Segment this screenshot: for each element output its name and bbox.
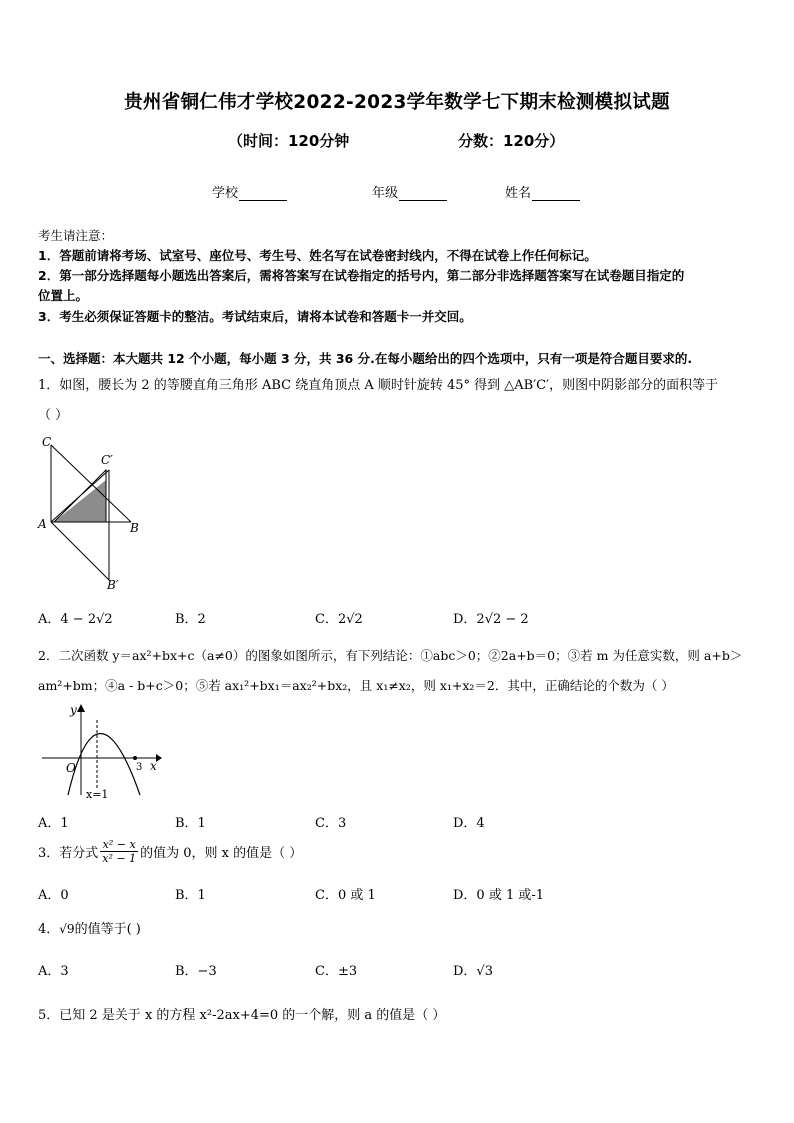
y-axis-arrow xyxy=(77,704,85,712)
exam-score: 分数：120分） xyxy=(458,132,565,150)
label-three: 3 xyxy=(136,762,143,773)
label-c: C xyxy=(42,435,52,449)
q3-option-d[interactable]: D．0 或 1 或-1 xyxy=(453,888,545,903)
q3-line xyxy=(38,838,302,865)
q4-option-d[interactable]: D．√3 xyxy=(453,964,493,979)
q4-prefix: 4． xyxy=(38,922,60,937)
q1-figure xyxy=(34,432,154,592)
q3-prefix: 3．若分式 xyxy=(38,846,99,861)
q4-line xyxy=(38,918,141,937)
grade-label: 年级 xyxy=(372,186,399,201)
q4-radical: √9 xyxy=(59,922,75,936)
q5-text: 5．已知 2 是关于 x 的方程 x²-2ax+4=0 的一个解，则 a 的值是（ ） xyxy=(38,1008,446,1023)
root-point xyxy=(133,756,137,760)
grade-field[interactable] xyxy=(372,182,447,201)
section-heading: 一、选择题：本大题共 12 个小题，每小题 3 分，共 36 分.在每小题给出的四个选项中，只有一项是符合题目要求的. xyxy=(38,351,693,366)
school-field[interactable] xyxy=(212,182,287,201)
q4-option-a[interactable]: A．3 xyxy=(38,964,69,979)
q4-option-b[interactable]: B．−3 xyxy=(175,964,217,979)
q1-text: 1．如图，腰长为 2 的等腰直角三角形 ABC 绕直角顶点 A 顺时针旋转 45° 得到 △AB′C′，则图中阴影部分的面积等于 xyxy=(38,378,719,393)
q2-text-2: am²+bm；④a - b+c＞0；⑤若 ax₁²+bx₁＝ax₂²+bx₂，且 x₁≠x₂，则 x₁+x₂＝2．其中，正确结论的个数为（ ） xyxy=(38,678,674,693)
edge-ab-prime xyxy=(51,522,109,580)
q2-text-1: 2．二次函数 y＝ax²+bx+c（a≠0）的图象如图所示，有下列结论：①abc＞0；②2a+b＝0；③若 m 为任意实数，则 a+b＞ xyxy=(38,648,743,663)
notice-item-3: 3．考生必须保证答题卡的整洁。考试结束后，请将本试卷和答题卡一并交回。 xyxy=(38,309,472,324)
notice-item-1: 1．答题前请将考场、试室号、座位号、考生号、姓名写在试卷密封线内，不得在试卷上作任何标记。 xyxy=(38,248,597,263)
q3-option-c[interactable]: C．0 或 1 xyxy=(315,888,376,903)
q1-option-a[interactable]: A．4 − 2√2 xyxy=(38,612,113,627)
q4-option-c[interactable]: C．±3 xyxy=(315,964,358,979)
q1-option-c[interactable]: C．2√2 xyxy=(315,612,363,627)
q3-option-b[interactable]: B．1 xyxy=(175,888,206,903)
label-c-prime: C′ xyxy=(101,453,113,467)
label-a: A xyxy=(38,517,47,531)
notice-item-2-cont: 位置上。 xyxy=(38,288,89,303)
shaded-region xyxy=(54,480,106,522)
q1-paren: （ ） xyxy=(38,408,69,423)
label-b: B xyxy=(130,521,139,535)
label-x: x xyxy=(150,759,157,773)
notice-item-2: 2．第一部分选择题每小题选出答案后，需将答案写在试卷指定的括号内，第二部分非选择题答案写在试卷题目指定的 xyxy=(38,268,685,283)
school-label: 学校 xyxy=(212,186,239,201)
q3-suffix: 的值为 0，则 x 的值是（ ） xyxy=(140,846,303,861)
q3-fraction xyxy=(100,838,138,865)
name-label: 姓名 xyxy=(505,186,532,201)
q3-numerator: x² − x xyxy=(100,838,138,852)
label-origin: O xyxy=(66,761,76,775)
q3-option-a[interactable]: A．0 xyxy=(38,888,69,903)
q2-option-d[interactable]: D．4 xyxy=(453,816,485,831)
q2-option-c[interactable]: C．3 xyxy=(315,816,347,831)
q2-option-b[interactable]: B．1 xyxy=(175,816,206,831)
parabola xyxy=(68,734,143,796)
q4-suffix: 的值等于( ) xyxy=(74,922,141,937)
notice-heading: 考生请注意： xyxy=(38,228,114,243)
q3-denominator: x² − 1 xyxy=(102,852,137,865)
x-axis-arrow xyxy=(156,754,162,762)
label-b-prime: B′ xyxy=(107,578,119,592)
q2-option-a[interactable]: A．1 xyxy=(38,816,69,831)
page-title: 贵州省铜仁伟才学校2022-2023学年数学七下期末检测模拟试题 xyxy=(124,92,670,113)
q2-figure xyxy=(38,700,168,800)
exam-time: （时间：120分钟 xyxy=(228,132,350,150)
q1-option-b[interactable]: B．2 xyxy=(175,612,206,627)
label-axis-eq: x=1 xyxy=(86,788,109,800)
q1-option-d[interactable]: D．2√2 − 2 xyxy=(453,612,529,627)
label-y: y xyxy=(70,703,77,717)
name-field[interactable] xyxy=(505,182,580,201)
